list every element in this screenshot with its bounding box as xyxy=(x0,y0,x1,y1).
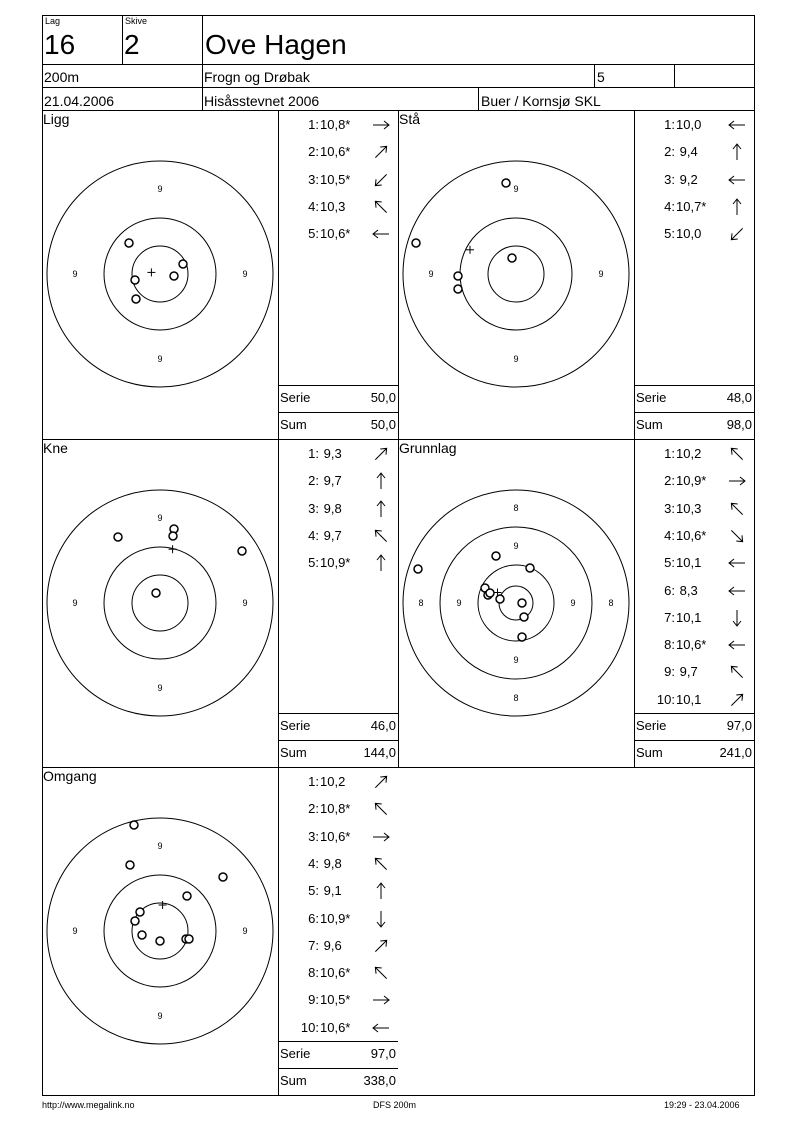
shot-number: 6: xyxy=(664,582,675,598)
target-diagram xyxy=(396,483,636,723)
ring-number: 8 xyxy=(418,598,424,608)
shot-score: 10,6* xyxy=(676,637,707,653)
wind-arrow-icon xyxy=(727,610,743,626)
skive-value: 2 xyxy=(124,29,140,60)
sum-label: Sum xyxy=(280,1073,307,1088)
shot-number: 7: xyxy=(664,609,675,625)
shot-score: 10,1 xyxy=(676,555,702,571)
shot-number: 8: xyxy=(664,637,675,653)
shot-hole xyxy=(114,533,122,541)
target-diagram xyxy=(40,154,280,394)
wind-arrow-icon xyxy=(371,226,387,242)
shot-hole xyxy=(179,260,187,268)
target-diagram xyxy=(40,811,280,1051)
serie-label: Serie xyxy=(280,718,311,733)
class-value: 5 xyxy=(597,69,605,85)
wind-arrow-icon xyxy=(727,199,743,215)
shot-hole xyxy=(414,565,422,573)
shot-score: 10,1 xyxy=(676,609,702,625)
shot-score: 10,0 xyxy=(676,117,702,132)
panel-label: Omgang xyxy=(43,768,97,784)
ring-number: 8 xyxy=(608,598,614,608)
shot-score: 10,1 xyxy=(676,691,702,707)
shot-number: 5: xyxy=(308,883,319,899)
shot-number: 10: xyxy=(656,691,675,707)
wind-arrow-icon xyxy=(371,829,387,845)
shot-score: 10,9* xyxy=(676,473,707,489)
ring-number: 9 xyxy=(428,269,434,279)
target-ring xyxy=(104,218,216,330)
shot-hole xyxy=(486,589,494,597)
serie-value: 97,0 xyxy=(370,1046,396,1061)
shot-number: 4: xyxy=(308,198,319,214)
wind-arrow-icon xyxy=(371,965,387,981)
serie-value: 97,0 xyxy=(726,718,752,733)
ring-number: 9 xyxy=(157,841,163,851)
shot-hole xyxy=(169,532,177,540)
shot-hole xyxy=(238,547,246,555)
shot-number: 1: xyxy=(664,446,675,461)
ring-number: 9 xyxy=(570,598,576,608)
ring-number: 9 xyxy=(513,655,519,665)
wind-arrow-icon xyxy=(727,528,743,544)
ring-number: 9 xyxy=(242,269,248,279)
shot-number: 10: xyxy=(300,1019,319,1035)
wind-arrow-icon xyxy=(727,473,743,489)
shot-hole xyxy=(219,873,227,881)
panel-label: Grunnlag xyxy=(399,440,457,456)
shot-number: 2: xyxy=(664,144,675,160)
shot-number: 9: xyxy=(664,664,675,680)
wind-arrow-icon xyxy=(727,692,743,708)
shot-hole xyxy=(138,931,146,939)
shot-score: 9,6 xyxy=(320,937,342,953)
wind-arrow-icon xyxy=(727,501,743,517)
shot-score: 10,0 xyxy=(676,226,702,242)
wind-arrow-icon xyxy=(727,172,743,188)
shot-number: 1: xyxy=(664,117,675,132)
target-diagram xyxy=(396,154,636,394)
shot-score: 10,8* xyxy=(320,801,351,817)
shot-number: 2: xyxy=(308,144,319,160)
sum-label: Sum xyxy=(636,417,663,432)
sum-value: 98,0 xyxy=(726,417,752,432)
wind-arrow-icon xyxy=(371,938,387,954)
wind-arrow-icon xyxy=(727,144,743,160)
shot-score: 10,2 xyxy=(676,446,702,461)
wind-arrow-icon xyxy=(371,446,387,462)
shot-score: 9,2 xyxy=(676,171,698,187)
footer-timestamp: 19:29 - 23.04.2006 xyxy=(664,1100,740,1110)
shot-number: 6: xyxy=(308,910,319,926)
shot-number: 4: xyxy=(664,527,675,543)
ring-number: 9 xyxy=(242,926,248,936)
shot-number: 4: xyxy=(308,855,319,871)
shot-hole xyxy=(152,589,160,597)
mean-point-cross xyxy=(159,901,167,909)
shot-score: 9,7 xyxy=(320,473,342,489)
wind-arrow-icon xyxy=(371,117,387,133)
shot-score: 10,6* xyxy=(676,527,707,543)
ring-number: 9 xyxy=(157,1011,163,1021)
ring-number: 8 xyxy=(513,693,519,703)
target-diagram xyxy=(40,483,280,723)
wind-arrow-icon xyxy=(727,117,743,133)
shot-hole xyxy=(502,179,510,187)
venue: Buer / Kornsjø SKL xyxy=(481,93,601,109)
ring-number: 9 xyxy=(157,354,163,364)
shot-hole xyxy=(130,821,138,829)
lag-label: Lag xyxy=(45,16,61,26)
wind-arrow-icon xyxy=(727,583,743,599)
wind-arrow-icon xyxy=(371,555,387,571)
shot-score: 10,6* xyxy=(320,144,351,160)
serie-value: 50,0 xyxy=(370,390,396,405)
shot-score: 10,3 xyxy=(676,500,702,516)
target-ring xyxy=(132,575,188,631)
target-ring xyxy=(104,875,216,987)
ring-number: 9 xyxy=(242,598,248,608)
shot-score: 10,5* xyxy=(320,992,351,1008)
shot-score: 10,8* xyxy=(320,117,351,132)
shot-score: 9,7 xyxy=(676,664,698,680)
shot-hole xyxy=(170,272,178,280)
footer-discipline: DFS 200m xyxy=(373,1100,417,1110)
lag-value: 16 xyxy=(44,29,76,60)
sum-label: Sum xyxy=(636,745,663,760)
wind-arrow-icon xyxy=(727,226,743,242)
shot-score: 10,9* xyxy=(320,910,351,926)
target-ring xyxy=(104,547,216,659)
shot-hole xyxy=(518,633,526,641)
shot-score: 10,3 xyxy=(320,198,346,214)
shot-score: 9,4 xyxy=(676,144,698,160)
serie-value: 46,0 xyxy=(370,718,396,733)
footer-url[interactable]: http://www.megalink.no xyxy=(42,1100,135,1110)
shot-score: 9,7 xyxy=(320,527,342,543)
shot-number: 9: xyxy=(308,992,319,1008)
panel-label: Kne xyxy=(43,440,68,456)
target-ring xyxy=(478,565,554,641)
target-ring xyxy=(488,246,544,302)
event-name: Hisåsstevnet 2006 xyxy=(204,93,320,109)
shot-hole xyxy=(454,285,462,293)
sum-value: 241,0 xyxy=(719,745,752,760)
wind-arrow-icon xyxy=(371,172,387,188)
shot-hole xyxy=(183,892,191,900)
wind-arrow-icon xyxy=(371,774,387,790)
wind-arrow-icon xyxy=(371,1020,387,1036)
shot-number: 3: xyxy=(664,171,675,187)
ring-number: 9 xyxy=(456,598,462,608)
shot-score: 10,6* xyxy=(320,965,351,981)
shot-score: 9,8 xyxy=(320,855,342,871)
wind-arrow-icon xyxy=(727,664,743,680)
panel-label: Ligg xyxy=(43,111,70,127)
shot-hole xyxy=(454,272,462,280)
shot-hole xyxy=(156,937,164,945)
shot-score: 10,7* xyxy=(676,198,707,214)
wind-arrow-icon xyxy=(371,992,387,1008)
shot-number: 3: xyxy=(308,171,319,187)
shot-number: 4: xyxy=(664,198,675,214)
ring-number: 9 xyxy=(157,683,163,693)
shot-hole xyxy=(185,935,193,943)
shot-number: 5: xyxy=(308,555,319,571)
shot-number: 3: xyxy=(308,828,319,844)
wind-arrow-icon xyxy=(371,911,387,927)
ring-number: 9 xyxy=(72,926,78,936)
panel-label: Stå xyxy=(399,111,421,127)
wind-arrow-icon xyxy=(727,446,743,462)
shot-score: 10,6* xyxy=(320,226,351,242)
shot-hole xyxy=(131,276,139,284)
shot-hole xyxy=(131,917,139,925)
shot-score: 10,6* xyxy=(320,828,351,844)
wind-arrow-icon xyxy=(371,856,387,872)
skive-label: Skive xyxy=(125,16,148,26)
wind-arrow-icon xyxy=(371,473,387,489)
shot-number: 2: xyxy=(308,473,319,489)
sum-label: Sum xyxy=(280,417,307,432)
date: 21.04.2006 xyxy=(44,93,115,109)
shot-number: 2: xyxy=(308,801,319,817)
shot-number: 4: xyxy=(308,527,319,543)
ring-number: 9 xyxy=(157,184,163,194)
ring-number: 9 xyxy=(513,541,519,551)
target-ring xyxy=(460,218,572,330)
wind-arrow-icon xyxy=(371,144,387,160)
serie-value: 48,0 xyxy=(726,390,752,405)
target-ring xyxy=(132,246,188,302)
ring-number: 8 xyxy=(513,503,519,513)
wind-arrow-icon xyxy=(371,883,387,899)
shot-number: 8: xyxy=(308,965,319,981)
shot-score: 9,1 xyxy=(320,883,342,899)
shot-number: 3: xyxy=(308,500,319,516)
mean-point-cross xyxy=(147,268,155,276)
shot-number: 5: xyxy=(664,555,675,571)
sum-label: Sum xyxy=(280,745,307,760)
wind-arrow-icon xyxy=(371,528,387,544)
wind-arrow-icon xyxy=(371,199,387,215)
shot-hole xyxy=(508,254,516,262)
wind-arrow-icon xyxy=(727,637,743,653)
shot-score: 10,6* xyxy=(320,1019,351,1035)
serie-label: Serie xyxy=(280,1046,311,1061)
serie-label: Serie xyxy=(636,718,667,733)
serie-label: Serie xyxy=(280,390,311,405)
serie-label: Serie xyxy=(636,390,667,405)
shot-hole xyxy=(126,861,134,869)
shot-hole xyxy=(136,908,144,916)
target-ring xyxy=(403,490,629,716)
ring-number: 9 xyxy=(513,184,519,194)
shot-number: 1: xyxy=(308,446,319,461)
sum-value: 338,0 xyxy=(363,1073,396,1088)
shot-score: 9,8 xyxy=(320,500,342,516)
shot-hole xyxy=(125,239,133,247)
distance: 200m xyxy=(44,69,80,85)
ring-number: 9 xyxy=(157,513,163,523)
wind-arrow-icon xyxy=(727,555,743,571)
shot-score: 10,5* xyxy=(320,171,351,187)
shot-number: 5: xyxy=(308,226,319,242)
ring-number: 9 xyxy=(72,269,78,279)
wind-arrow-icon xyxy=(371,801,387,817)
shot-hole xyxy=(526,564,534,572)
shot-number: 1: xyxy=(308,774,319,789)
mean-point-cross xyxy=(169,545,177,553)
sum-value: 144,0 xyxy=(363,745,396,760)
shooter-name: Ove Hagen xyxy=(205,29,347,60)
shot-number: 5: xyxy=(664,226,675,242)
shot-hole xyxy=(520,613,528,621)
shot-number: 2: xyxy=(664,473,675,489)
shot-score: 9,3 xyxy=(320,446,342,461)
sum-value: 50,0 xyxy=(370,417,396,432)
shot-hole xyxy=(492,552,500,560)
ring-number: 9 xyxy=(598,269,604,279)
shot-number: 3: xyxy=(664,500,675,516)
shot-number: 7: xyxy=(308,937,319,953)
shot-hole xyxy=(412,239,420,247)
ring-number: 9 xyxy=(72,598,78,608)
ring-number: 9 xyxy=(513,354,519,364)
shot-hole xyxy=(518,599,526,607)
club: Frogn og Drøbak xyxy=(204,69,310,85)
shot-score: 10,9* xyxy=(320,555,351,571)
wind-arrow-icon xyxy=(371,501,387,517)
shot-score: 8,3 xyxy=(676,582,698,598)
shot-score: 10,2 xyxy=(320,774,346,789)
shot-number: 1: xyxy=(308,117,319,132)
shot-hole xyxy=(132,295,140,303)
